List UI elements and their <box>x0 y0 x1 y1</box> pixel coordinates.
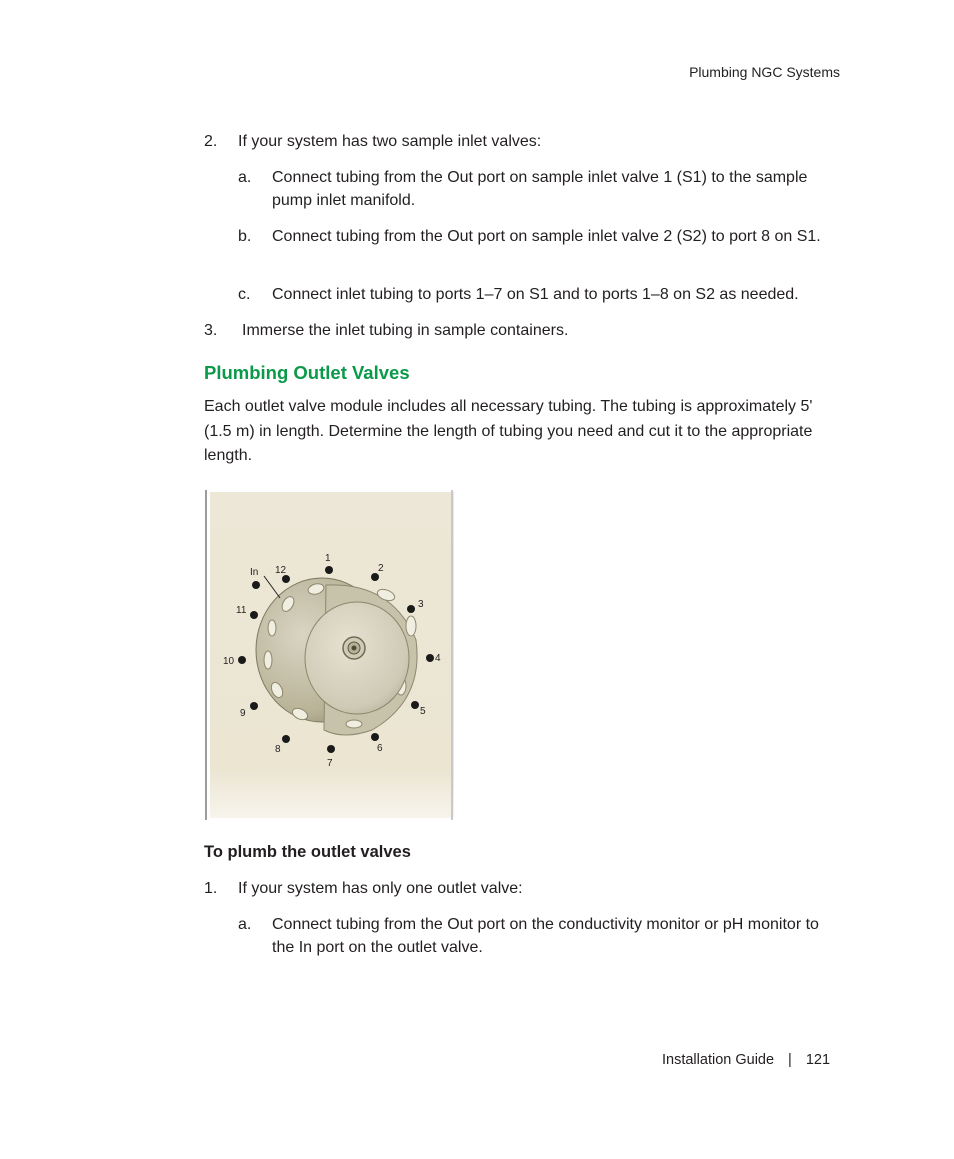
section-title: Plumbing Outlet Valves <box>204 362 410 383</box>
substep-text: Connect tubing from the Out port on the conductivity monitor or pH monitor to the In port on the outlet valve. <box>272 916 819 956</box>
center-fitting-hole <box>352 646 357 651</box>
substep-text: Connect tubing from the Out port on sample inlet valve 1 (S1) to the sample pump inlet manifold. <box>272 169 808 209</box>
substep-letter: c. <box>238 286 251 303</box>
port-label-7: 7 <box>327 758 333 769</box>
port-label-4: 4 <box>435 653 441 664</box>
substep-letter: b. <box>238 228 252 245</box>
page-number: 121 <box>805 1052 831 1068</box>
port-label-12: 12 <box>275 565 287 576</box>
substep-text: Connect inlet tubing to ports 1–7 on S1 and to ports 1–8 on S2 as needed. <box>272 286 799 303</box>
step-number: 2. <box>204 133 218 150</box>
port-label-11: 11 <box>236 605 247 616</box>
substep-letter: a. <box>238 916 252 933</box>
step-number: 1. <box>204 880 218 897</box>
port-label-in: In <box>250 567 259 578</box>
port-label-5: 5 <box>420 706 426 717</box>
substep-letter: a. <box>238 169 252 186</box>
port-label-9: 9 <box>240 708 246 719</box>
port-label-2: 2 <box>378 563 384 574</box>
section-paragraph: Each outlet valve module includes all necessary tubing. The tubing is approximately 5' (1.5 m) in length. Determine the length of tubing you need and cut it to the appropriate length. <box>204 398 813 464</box>
procedure-title: To plumb the outlet valves <box>204 843 411 861</box>
running-header: Plumbing NGC Systems <box>689 64 840 80</box>
step-number: 3. <box>204 322 218 339</box>
page-footer <box>662 1052 830 1068</box>
step-text: If your system has only one outlet valve: <box>238 880 523 897</box>
port-label-3: 3 <box>418 599 424 610</box>
port-label-8: 8 <box>275 744 281 755</box>
valve-illustration <box>204 490 460 820</box>
port-label-6: 6 <box>377 743 383 754</box>
port-label-1: 1 <box>325 553 331 564</box>
footer-guide-title: Installation Guide <box>662 1052 775 1068</box>
outlet-valve-figure <box>204 490 460 820</box>
port-label-10: 10 <box>223 656 235 667</box>
footer-separator: | <box>788 1052 792 1068</box>
step-text: If your system has two sample inlet valves: <box>238 133 542 150</box>
substep-text: Connect tubing from the Out port on sample inlet valve 2 (S2) to port 8 on S1. <box>272 228 821 245</box>
step-text: Immerse the inlet tubing in sample containers. <box>242 322 569 339</box>
